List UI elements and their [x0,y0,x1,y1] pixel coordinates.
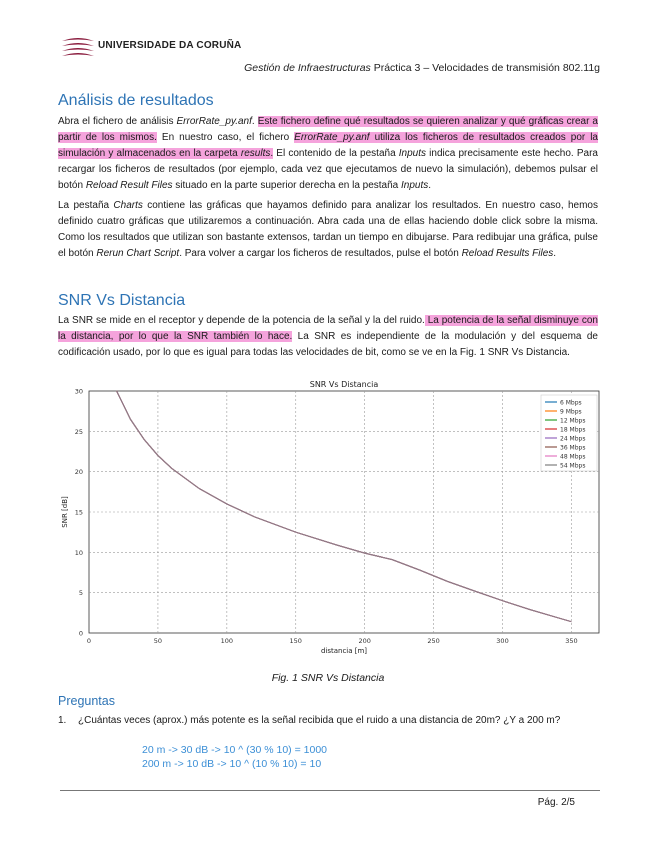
figure-caption: Fig. 1 SNR Vs Distancia [271,672,385,684]
legend-label: 9 Mbps [560,408,582,416]
question-1 [58,713,600,729]
legend-label: 54 Mbps [560,462,586,470]
paragraph-snr: La SNR se mide en el receptor y depende de la potencia de la señal y la del ruido. La potencia de la señal disminuye con la distancia, por lo que la SNR también lo hace. La SNR es independiente de la modulación y del esquema de codificación usado, por lo que es igual para todas las velocidades de bit, como se ve en la Fig. 1 SNR Vs Distancia. [58,315,598,358]
legend-label: 12 Mbps [560,417,586,425]
legend-label: 6 Mbps [560,399,582,407]
x-tick-label: 100 [220,637,234,645]
paragraph-analisis-2: La pestaña Charts contiene las gráficas que hayamos definido para analizar los resultados. En nuestro caso, hemos definido cuatro gráficas que utilizaremos a continuación. Abra cada una de ellas haciendo doble click sobre la misma. Como los resultados que utilizan son bastante extensos, tardan un tiempo en dibujarse. Para redibujar una gráfica, pulse el botón Rerun Chart Script. Para volver a cargar los ficheros de resultados, pulse el botón Reload Results Files. [58,200,598,259]
y-tick-label: 20 [74,468,83,477]
y-tick-label: 25 [74,427,83,436]
question-number: 1. [58,715,67,726]
highlight: . [270,148,274,159]
x-tick-label: 150 [289,637,302,645]
course-name: Gestión de Infraestructuras [244,62,371,74]
y-tick-label: 15 [74,508,83,517]
answer-line-2: 200 m -> 10 dB -> 10 ^ (10 % 10) = 10 [142,758,322,770]
legend-label: 18 Mbps [560,426,586,434]
highlight: results [240,148,271,159]
university-name: UNIVERSIDADE DA CORUÑA [98,40,242,51]
y-tick-label: 10 [74,548,83,557]
y-tick-label: 5 [78,589,83,598]
x-tick-label: 300 [496,637,509,645]
highlight: Este fichero define qué resultados se quieren analizar y qué gráficas crear a partir de los mismos. [58,116,598,143]
x-tick-label: 350 [565,637,578,645]
legend-label: 24 Mbps [560,435,586,443]
paragraph-analisis-1: Abra el fichero de análisis ErrorRate_py.anf. Este fichero define qué resultados se quieren analizar y qué gráficas crear a partir de los mismos. En nuestro caso, el fichero ErrorRate_py.anf utiliza los ficheros de resultados creados por la simulación y almacenados en la carpeta results. El contenido de la pestaña Inputs indica precisamente este hecho. Para recargar los ficheros de resultados (por ejemplo, cada vez que ejecutamos de nuevo la simulación), debemos pulsar el botón Reload Result Files situado en la parte superior derecha en la pestaña Inputs. [58,116,598,191]
highlight: La potencia de la señal disminuye con la distancia, por lo que la SNR también lo hace. [58,315,598,342]
y-axis-label: SNR [dB] [61,496,69,528]
footer-divider [60,790,600,791]
chart-title: SNR Vs Distancia [309,380,379,389]
section-heading-snr: SNR Vs Distancia [58,292,186,309]
page-number: Pág. 2/5 [537,797,575,808]
question-text: ¿Cuántas veces (aprox.) más potente es la señal recibida que el ruido a una distancia de 20m? ¿Y a 200 m? [78,715,561,726]
snr-distance-chart [55,375,605,665]
y-tick-label: 0 [78,629,83,638]
legend-label: 36 Mbps [560,444,586,452]
section-heading-preguntas: Preguntas [58,694,115,708]
x-axis-label: distancia [m] [320,647,368,655]
highlight: ErrorRate_py.anf [294,132,370,143]
answer-line-1: 20 m -> 30 dB -> 10 ^ (30 % 10) = 1000 [142,744,327,756]
document-header [230,62,600,74]
x-tick-label: 0 [86,637,92,645]
x-tick-label: 250 [427,637,440,645]
practice-title: Práctica 3 – Velocidades de transmisión 802.11g [370,62,600,74]
x-tick-label: 50 [153,637,163,645]
x-tick-label: 200 [358,637,371,645]
y-tick-label: 30 [74,387,83,396]
section-heading-analisis: Análisis de resultados [58,92,214,109]
legend-label: 48 Mbps [560,453,586,461]
highlight: utiliza los ficheros de resultados creados por la simulación y almacenados en la carpeta [58,132,598,159]
